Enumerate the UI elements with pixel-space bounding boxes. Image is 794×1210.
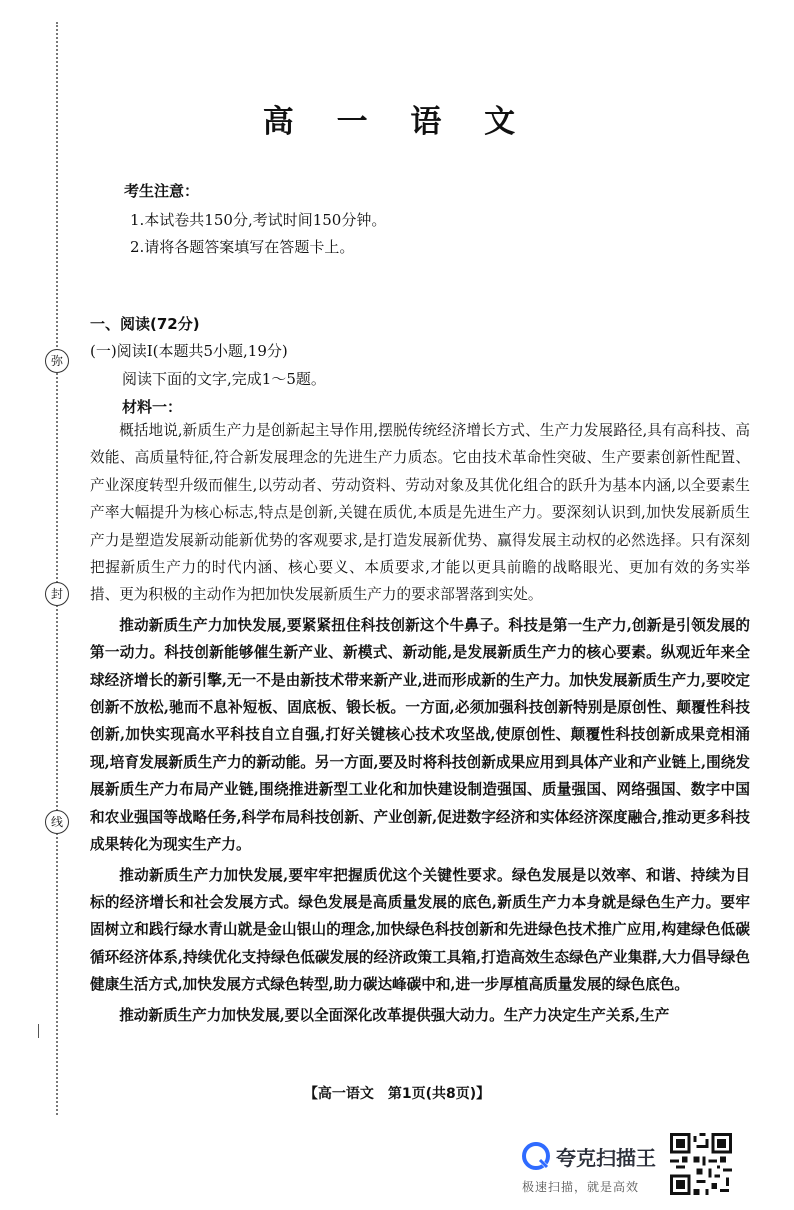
scanner-watermark: [520, 1138, 668, 1198]
page-footer: 【高一语文 第1页(共8页)】: [303, 1086, 491, 1102]
passage-paragraph: 推动新质生产力加快发展,要紧紧扭住科技创新这个牛鼻子。科技是第一生产力,创新是引领发展的第一动力。科技创新能够催生新产业、新模式、新动能,是发展新质生产力的核心要素。纵观近年来全球经济增长的新引擎,无一不是由新技术带来新产业,进而形成新的生产力。加快发展新质生产力,要咬定创新不放松,驰而不息补短板、固底板、锻长板。一方面,必须加强科技创新特别是原创性、颠覆性科技创新,加快实现高水平科技自立自强,打好关键核心技术攻坚战,使原创性、颠覆性科技创新成果竞相涌现,培育发展新质生产力的新动能。另一方面,要及时将科技创新成果应用到具体产业和产业链上,围绕发展新质生产力布局产业链,围绕推进新型工业化和加快建设制造强国、质量强国、网络强国、数字中国和农业强国等战略任务,科学布局科技创新、产业创新,促进数字经济和实体经济深度融合,推动更多科技成果转化为现实生产力。: [90, 616, 750, 854]
binding-mark-mi: 弥: [45, 349, 69, 373]
qr-code-icon: [670, 1133, 732, 1195]
scanner-brand-name: 夸克扫描王: [556, 1146, 656, 1170]
scanner-slogan: 极速扫描，就是高效: [522, 1180, 640, 1194]
scanner-logo-icon: [522, 1142, 550, 1170]
section-heading: 一、阅读(72分): [90, 315, 200, 333]
page-title: 高 一 语 文: [262, 104, 532, 140]
notice-heading: 考生注意：: [124, 182, 200, 200]
margin-tick: [38, 1024, 39, 1038]
binding-mark-feng: 封: [45, 582, 69, 606]
notice-item: 2.请将各题答案填写在答题卡上。: [130, 238, 355, 256]
notice-item: 1.本试卷共150分,考试时间150分钟。: [130, 211, 387, 229]
exam-notice: [124, 180, 386, 261]
reading-passage: [90, 417, 750, 1032]
binding-mark-xian: 线: [45, 810, 69, 834]
passage-paragraph: 推动新质生产力加快发展,要以全面深化改革提供强大动力。生产力决定生产关系,生产: [119, 1006, 670, 1024]
subsection-heading: (一)阅读Ⅰ(本题共5小题,19分): [90, 342, 288, 360]
passage-paragraph: 概括地说,新质生产力是创新起主导作用,摆脱传统经济增长方式、生产力发展路径,具有高科技、高效能、高质量特征,符合新发展理念的先进生产力质态。它由技术革命性突破、生产要素创新性配置、产业深度转型升级而催生,以劳动者、劳动资料、劳动对象及其优化组合的跃升为基本内涵,以全要素生产率大幅提升为核心标志,特点是创新,关键在质优,本质是先进生产力。要深刻认识到,加快发展新质生产力是塑造发展新动能新优势的客观要求,是打造发展新优势、赢得发展主动权的必然选择。只有深刻把握新质生产力的时代内涵、核心要义、本质要求,才能以更具前瞻的战略眼光、更加有效的务实举措、更为积极的主动作为把加快发展新质生产力的要求部署落到实处。: [90, 422, 750, 604]
binding-dotted-line: [56, 22, 58, 1115]
reading-instruction: 阅读下面的文字,完成1～5题。: [122, 370, 326, 388]
passage-paragraph: 推动新质生产力加快发展,要牢牢把握质优这个关键性要求。绿色发展是以效率、和谐、持续为目标的经济增长和社会发展方式。绿色发展是高质量发展的底色,新质生产力本身就是绿色生产力。要牢固树立和践行绿水青山就是金山银山的理念,加快绿色科技创新和先进绿色技术推广应用,构建绿色低碳循环经济体系,持续优化支持绿色低碳发展的经济政策工具箱,打造高效生态绿色产业集群,大力倡导绿色健康生活方式,加快发展方式绿色转型,助力碳达峰碳中和,进一步厚植高质量发展的绿色底色。: [90, 866, 750, 994]
material-label: 材料一：: [122, 398, 183, 416]
